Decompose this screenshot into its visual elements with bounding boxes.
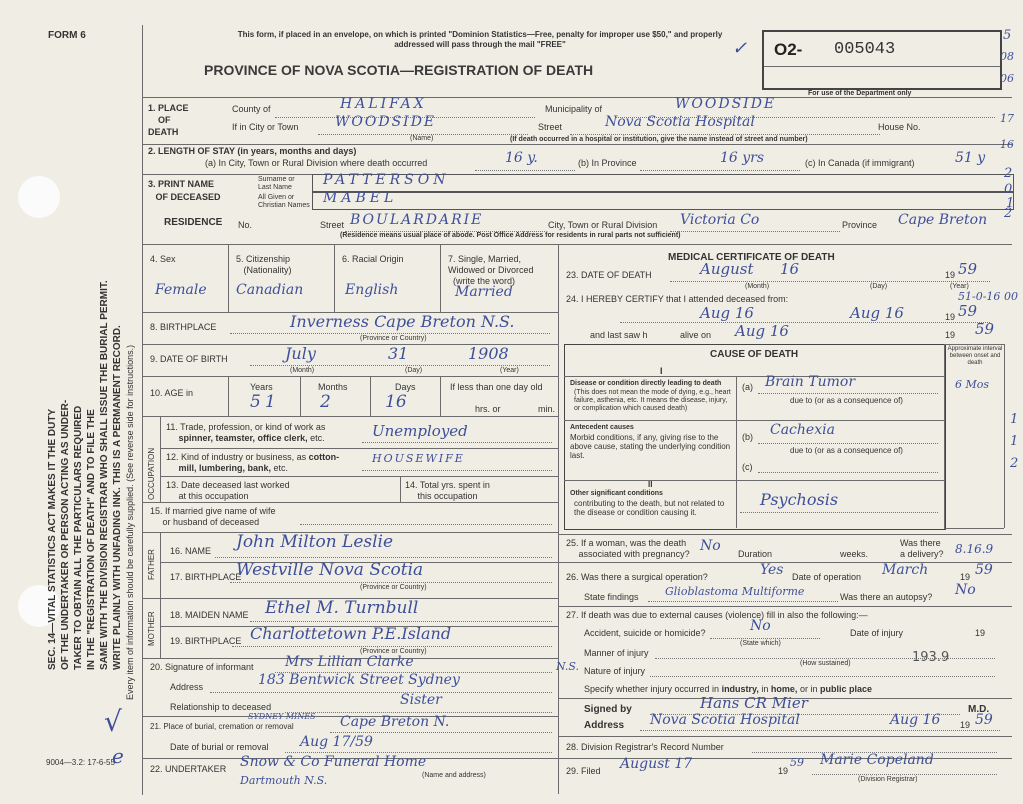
accident-label: Accident, suicide or homicide? bbox=[584, 628, 706, 638]
attend-year-prefix: 19 bbox=[945, 312, 956, 322]
undertaker-value: Snow & Co Funeral Home bbox=[240, 754, 427, 770]
dob-day-hint: (Day) bbox=[405, 367, 423, 374]
external-label: 27. If death was due to external causes (violence) fill in also the following:— bbox=[566, 610, 868, 620]
delivery-note: 8.16.9 bbox=[955, 542, 994, 556]
residence-hint: (Residence means usual place of abode. Post Office Address for residents in rural parts not sufficient) bbox=[340, 232, 681, 239]
medical-title: MEDICAL CERTIFICATE OF DEATH bbox=[668, 252, 835, 263]
findings-label: State findings bbox=[584, 592, 639, 602]
dod-year: 59 bbox=[958, 260, 978, 278]
street-value: Nova Scotia Hospital bbox=[605, 114, 755, 130]
signed-by-label: Signed by bbox=[584, 704, 632, 715]
filed-year-prefix: 19 bbox=[778, 766, 789, 776]
occupation-group-label: OCCUPATION bbox=[147, 447, 156, 500]
city-value: WOODSIDE bbox=[335, 114, 437, 130]
street-label: Street bbox=[538, 122, 563, 132]
other-label: Other significant conditions bbox=[570, 490, 663, 497]
informant-address-label: Address bbox=[170, 682, 204, 692]
age-label: 10. AGE in bbox=[150, 388, 194, 398]
racial-value: English bbox=[345, 282, 399, 298]
min-label: min. bbox=[538, 404, 556, 414]
county-value: HALIFAX bbox=[340, 96, 427, 112]
margin-code-4: 17 bbox=[1000, 112, 1014, 125]
filed-value: August 17 bbox=[620, 756, 693, 772]
antecedent-label: Antecedent causes bbox=[570, 424, 634, 431]
undertaker-hint: (Name and address) bbox=[422, 772, 486, 779]
residence-city-value: Victoria Co bbox=[680, 212, 760, 228]
given-value: MABEL bbox=[323, 190, 398, 206]
nature-note: 193.9 bbox=[912, 650, 950, 665]
cause-a-interval: 6 Mos bbox=[955, 378, 990, 391]
racial-label: 6. Racial Origin bbox=[342, 254, 404, 264]
how-sustained-hint: (How sustained) bbox=[800, 660, 851, 667]
informant-addr-extra: N.S. bbox=[556, 660, 580, 673]
margin-code-11: 1 bbox=[1010, 412, 1019, 427]
father-name-value: John Milton Leslie bbox=[236, 532, 394, 552]
pregnancy-label: 25. If a woman, was the death associated with pregnancy? bbox=[566, 538, 690, 559]
residence-province-label: Province bbox=[842, 220, 878, 230]
state-which-hint: (State which) bbox=[740, 640, 781, 647]
registrar-record-label: 28. Division Registrar's Record Number bbox=[566, 742, 724, 752]
delivery-label: Was there a delivery? bbox=[900, 538, 944, 559]
pen-mark-left: √ bbox=[104, 705, 122, 738]
attend-to: Aug 16 bbox=[850, 304, 904, 322]
stay-b-value: 16 yrs bbox=[720, 150, 765, 166]
place-label: 1. PLACE OF DEATH bbox=[148, 103, 189, 137]
last-saw-value: Aug 16 bbox=[735, 322, 789, 340]
certify-note: 51-0-16 bbox=[958, 290, 1001, 303]
burial-place-note: SYDNEY MINES bbox=[248, 712, 316, 721]
margin-code-6: 2 bbox=[1004, 166, 1013, 181]
check-mark: ✓ bbox=[732, 38, 748, 59]
days-label: Days bbox=[395, 382, 416, 392]
less-day-label: If less than one day old bbox=[450, 382, 543, 392]
cert-address-year-prefix: 19 bbox=[960, 720, 971, 730]
years-label: Years bbox=[250, 382, 273, 392]
birthplace-value: Inverness Cape Breton N.S. bbox=[290, 312, 515, 331]
father-birthplace-label: 17. BIRTHPLACE bbox=[170, 572, 242, 582]
stay-c-value: 51 y bbox=[955, 150, 986, 166]
due-to-2: due to (or as a consequence of) bbox=[790, 446, 903, 455]
years-value: 51 bbox=[250, 392, 280, 412]
dod-day-hint: (Day) bbox=[870, 283, 888, 290]
punch-hole-top bbox=[18, 176, 60, 218]
margin-code-2: 08 bbox=[1000, 50, 1014, 63]
antecedent-hint: Morbid conditions, if any, giving rise to the above cause, stating the underlying condition last. bbox=[570, 433, 731, 460]
registrar-signature: Marie Copeland bbox=[820, 752, 934, 768]
form-number: FORM 6 bbox=[48, 30, 86, 41]
mail-notice: This form, if placed in an envelope, on which is printed "Dominion Statistics—Free, penalty for improper use $50," and properly addressed will pass through the mail "FREE" bbox=[237, 30, 723, 49]
dob-year-hint: (Year) bbox=[500, 367, 519, 374]
margin-code-8: 1 bbox=[1006, 196, 1015, 211]
weeks-label: weeks. bbox=[840, 549, 869, 559]
months-value: 2 bbox=[320, 392, 331, 412]
autopsy-label: Was there an autopsy? bbox=[840, 592, 933, 602]
stay-a-label: (a) In City, Town or Rural Division where death occurred bbox=[205, 158, 428, 168]
op-date-label: Date of operation bbox=[792, 572, 862, 582]
page-title: PROVINCE OF NOVA SCOTIA—REGISTRATION OF DEATH bbox=[204, 62, 594, 78]
birthplace-hint: (Province or Country) bbox=[360, 335, 427, 342]
reg-number: 005043 bbox=[834, 40, 896, 59]
name-label: 3. PRINT NAME OF DECEASED bbox=[148, 179, 221, 202]
given-box bbox=[312, 192, 1014, 210]
dept-use-label: For use of the Department only bbox=[808, 90, 912, 97]
hospital-hint: (If death occurred in a hospital or institution, give the name instead of street and number) bbox=[510, 136, 808, 143]
dob-label: 9. DATE OF BIRTH bbox=[150, 354, 228, 364]
mother-birthplace-value: Charlottetown P.E.Island bbox=[250, 624, 452, 643]
informant-address-value: 183 Bentwick Street Sydney bbox=[258, 672, 460, 688]
name-hint: (Name) bbox=[410, 135, 434, 142]
cause-b-value: Cachexia bbox=[770, 422, 835, 438]
informant-sig-value: Mrs Lillian Clarke bbox=[285, 654, 414, 670]
findings-value: Glioblastoma Multiforme bbox=[665, 585, 805, 598]
op-year-prefix: 19 bbox=[960, 572, 971, 582]
burial-date-value: Aug 17/59 bbox=[300, 734, 373, 750]
dod-label: 23. DATE OF DEATH bbox=[566, 270, 652, 280]
md-label: M.D. bbox=[968, 704, 990, 715]
cert-address-value: Nova Scotia Hospital bbox=[650, 712, 800, 728]
dod-year-hint: (Year) bbox=[950, 283, 969, 290]
hrs-label: hrs. or bbox=[475, 404, 501, 414]
given-label: All Given or Christian Names bbox=[258, 194, 310, 209]
injury-year-prefix: 19 bbox=[975, 628, 986, 638]
dob-month-hint: (Month) bbox=[290, 367, 315, 374]
mother-birthplace-label: 19. BIRTHPLACE bbox=[170, 636, 242, 646]
city-label: If in City or Town bbox=[232, 122, 299, 132]
residence-street-value: BOULARDARIE bbox=[350, 212, 484, 228]
pregnancy-value: No bbox=[700, 538, 721, 554]
stay-label: 2. LENGTH OF STAY (in years, months and days) bbox=[148, 146, 357, 156]
other-hint: contributing to the death, but not related to the disease or condition causing it. bbox=[574, 499, 725, 517]
registrar-hint: (Division Registrar) bbox=[858, 776, 918, 783]
sex-label: 4. Sex bbox=[150, 254, 176, 264]
certify-label: 24. I HEREBY CERTIFY that I attended deceased from: bbox=[566, 294, 789, 304]
municipality-value: WOODSIDE bbox=[675, 96, 777, 112]
filed-year: 59 bbox=[790, 756, 804, 769]
dod-month-hint: (Month) bbox=[745, 283, 770, 290]
roman-one: I bbox=[660, 366, 663, 376]
side-note: Every item of information should be carefully supplied. (See reverse side for instructions.) bbox=[125, 344, 135, 700]
cause-title: CAUSE OF DEATH bbox=[710, 349, 799, 360]
due-to-1: due to (or as a consequence of) bbox=[790, 396, 903, 405]
cause-c-label: (c) bbox=[742, 462, 753, 472]
stay-a-value: 16 y. bbox=[505, 150, 538, 166]
side-instructions: SEC. 14—VITAL STATISTICS ACT MAKES IT THE DUTY OF THE UNDERTAKER OR PERSON ACTING AS UNDER- TAKER TO OBTAIN ALL THE PARTICULARS REQUIRED IN THE "REGISTRATION OF DEATH" AND TO FILE THE SAME WITH THE DIVISION REGISTRAR WHO SHALL ISSUE THE BURIAL PERMIT. WRITE PLAINLY WITH UNFADING INK. THIS IS A PERMANENT RECORD. bbox=[47, 280, 123, 670]
marital-value: Married bbox=[455, 284, 513, 300]
mother-prov-hint: (Province or Country) bbox=[360, 648, 427, 655]
total-years-label: 14. Total yrs. spent in this occupation bbox=[405, 480, 490, 501]
house-label: House No. bbox=[878, 122, 921, 132]
cause-a-value: Brain Tumor bbox=[765, 374, 856, 390]
burial-place-label: 21. Place of burial, cremation or removal bbox=[150, 722, 294, 731]
manner-label: Manner of injury bbox=[584, 648, 649, 658]
nature-label: Nature of injury bbox=[584, 666, 646, 676]
residence-no-label: No. bbox=[238, 220, 253, 230]
other-value: Psychosis bbox=[760, 490, 839, 509]
margin-code-10: 00 bbox=[1004, 290, 1018, 303]
mother-group-label: MOTHER bbox=[147, 611, 156, 646]
print-code: 9004—3.2: 17-6-55 bbox=[46, 758, 115, 767]
surname-box bbox=[312, 174, 1014, 192]
dob-year: 1908 bbox=[468, 344, 509, 363]
father-name-label: 16. NAME bbox=[170, 546, 212, 556]
pen-mark-left-2: e bbox=[112, 744, 124, 768]
dod-year-prefix: 19 bbox=[945, 270, 956, 280]
industry-value: HOUSEWIFE bbox=[372, 452, 465, 465]
sex-value: Female bbox=[155, 282, 207, 298]
duration-label: Duration bbox=[738, 549, 773, 559]
stay-b-label: (b) In Province bbox=[578, 158, 637, 168]
margin-code-12: 1 bbox=[1010, 434, 1019, 449]
dod-month: August bbox=[700, 260, 754, 278]
spouse-label: 15. If married give name of wife or husband of deceased bbox=[150, 506, 276, 527]
filed-label: 29. Filed bbox=[566, 766, 601, 776]
roman-two: II bbox=[648, 480, 653, 489]
reg-prefix: O2- bbox=[774, 40, 803, 59]
months-label: Months bbox=[318, 382, 348, 392]
father-group-label: FATHER bbox=[147, 549, 156, 580]
burial-place-value: Cape Breton N. bbox=[340, 714, 450, 730]
attend-year: 59 bbox=[958, 302, 978, 320]
signed-by-value: Hans CR Mier bbox=[700, 694, 808, 712]
disease-label: Disease or condition directly leading to death bbox=[570, 380, 722, 387]
undertaker-value-2: Dartmouth N.S. bbox=[240, 774, 328, 787]
surgery-label: 26. Was there a surgical operation? bbox=[566, 572, 708, 582]
op-year: 59 bbox=[975, 562, 993, 578]
interval-label: Approximate interval between onset and death bbox=[947, 346, 1003, 366]
dod-day: 16 bbox=[780, 260, 800, 278]
burial-date-label: Date of burial or removal bbox=[170, 742, 269, 752]
op-date-value: March bbox=[882, 562, 929, 578]
industry-label: 12. Kind of industry or business, as cotton- mill, lumbering, bank, etc. bbox=[166, 452, 340, 473]
municipality-label: Municipality of bbox=[545, 104, 603, 114]
father-birthplace-value: Westville Nova Scotia bbox=[236, 560, 424, 580]
specify-label: Specify whether injury occurred in industry, in home, or in public place bbox=[584, 684, 872, 694]
county-label: County of bbox=[232, 104, 271, 114]
stay-c-label: (c) In Canada (if immigrant) bbox=[805, 158, 915, 168]
cause-b-label: (b) bbox=[742, 432, 753, 442]
attend-from: Aug 16 bbox=[700, 304, 754, 322]
margin-code-1: 5 bbox=[1003, 28, 1012, 43]
residence-label: RESIDENCE bbox=[164, 217, 223, 228]
margin-code-7: 0 bbox=[1004, 182, 1013, 197]
father-prov-hint: (Province or Country) bbox=[360, 584, 427, 591]
dob-day: 31 bbox=[388, 344, 409, 363]
last-saw-year: 59 bbox=[975, 320, 995, 338]
cert-address-date: Aug 16 bbox=[890, 712, 941, 728]
margin-code-13: 2 bbox=[1010, 456, 1019, 471]
marital-label: 7. Single, Married, Widowed or Divorced (write the word) bbox=[448, 254, 534, 286]
disease-hint: (This does not mean the mode of dying, e.g., heart failure, asthenia, etc. It means the disease, injury, or complication which caused death) bbox=[574, 389, 731, 412]
trade-label: 11. Trade, profession, or kind of work as spinner, teamster, office clerk, etc. bbox=[166, 422, 326, 443]
birthplace-label: 8. BIRTHPLACE bbox=[150, 322, 217, 332]
dob-month: July bbox=[285, 344, 316, 363]
margin-code-3: 06 bbox=[1000, 72, 1014, 85]
citizenship-label: 5. Citizenship (Nationality) bbox=[236, 254, 292, 275]
residence-street-label: Street bbox=[320, 220, 345, 230]
last-worked-label: 13. Date deceased last worked at this occupation bbox=[166, 480, 290, 501]
injury-date-label: Date of injury bbox=[850, 628, 904, 638]
maiden-name-label: 18. MAIDEN NAME bbox=[170, 610, 249, 620]
autopsy-value: No bbox=[955, 582, 976, 598]
surname-label: Surname or Last Name bbox=[258, 176, 295, 191]
accident-value: No bbox=[750, 618, 771, 634]
citizenship-value: Canadian bbox=[236, 282, 304, 298]
days-value: 16 bbox=[385, 392, 407, 412]
maiden-name-value: Ethel M. Turnbull bbox=[265, 598, 419, 618]
alive-on-label: alive on bbox=[680, 330, 712, 340]
cause-a-label: (a) bbox=[742, 382, 753, 392]
residence-province-value: Cape Breton bbox=[898, 212, 988, 228]
margin-code-9: 2 bbox=[1004, 206, 1013, 221]
residence-city-label: City, Town or Rural Division bbox=[548, 220, 658, 230]
trade-value: Unemployed bbox=[372, 422, 468, 440]
last-saw-label: and last saw h bbox=[590, 330, 648, 340]
surname-value: PATTERSON bbox=[323, 172, 450, 188]
cert-address-label: Address bbox=[584, 720, 625, 731]
relationship-label: Relationship to deceased bbox=[170, 702, 272, 712]
cert-address-year: 59 bbox=[975, 712, 993, 728]
surgery-value: Yes bbox=[760, 562, 784, 578]
relationship-value: Sister bbox=[400, 692, 442, 708]
informant-sig-label: 20. Signature of informant bbox=[150, 662, 254, 672]
registration-number-box bbox=[762, 30, 1002, 90]
last-saw-year-prefix: 19 bbox=[945, 330, 956, 340]
margin-code-5: 16 bbox=[1000, 138, 1014, 151]
undertaker-label: 22. UNDERTAKER bbox=[150, 764, 227, 774]
